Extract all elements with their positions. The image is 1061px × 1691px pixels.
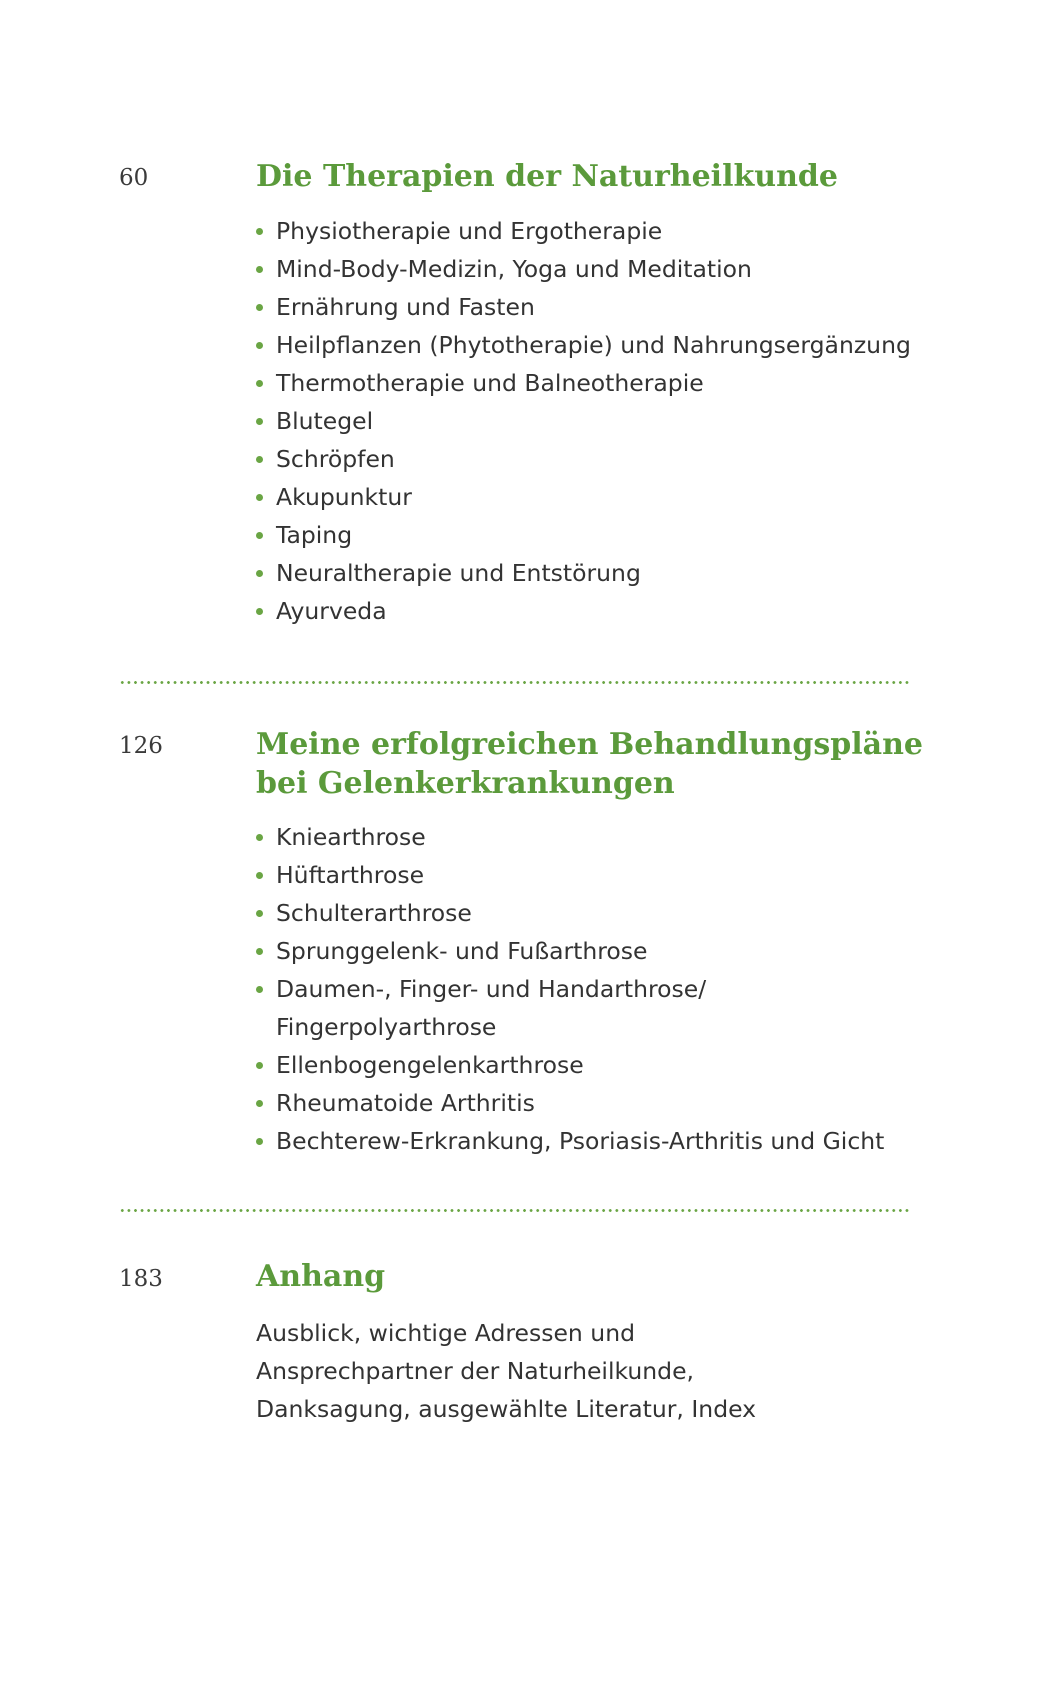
list-item-text: Ayurveda: [276, 597, 387, 625]
list-item-text: Ernährung und Fasten: [276, 293, 535, 321]
list-item-text: Kniearthrose: [276, 823, 426, 851]
page-number: 183: [119, 1266, 163, 1292]
list-item-text: Ellenbogengelenkarthrose: [276, 1051, 584, 1079]
description-line: Ausblick, wichtige Adressen und: [256, 1319, 636, 1347]
list-item: [256, 516, 911, 554]
list-item-text: Fingerpolyarthrose: [276, 1013, 497, 1041]
page-number: 126: [119, 733, 163, 759]
list-item-text: Neuraltherapie und Entstörung: [276, 559, 641, 587]
list-item-text: Daumen-, Finger- und Handarthrose/: [276, 975, 707, 1003]
list-item-text: Taping: [276, 521, 353, 549]
section-title-line: Meine erfolgreichen Behandlungspläne: [256, 727, 924, 762]
list-item: [256, 818, 884, 856]
list-item: [256, 894, 884, 932]
section-title-line: Anhang: [256, 1259, 386, 1294]
dotted-divider: [119, 1209, 910, 1212]
list-item: [256, 1122, 884, 1160]
list-item-text: Physiotherapie und Ergotherapie: [276, 217, 663, 245]
list-item: [256, 402, 911, 440]
list-item-text: Hüftarthrose: [276, 861, 425, 889]
list-item-text: Rheumatoide Arthritis: [276, 1089, 535, 1117]
description-line: Danksagung, ausgewählte Literatur, Index: [256, 1395, 757, 1423]
list-item: [256, 592, 911, 630]
list-item: [256, 250, 911, 288]
section-title: [256, 1257, 956, 1296]
list-item: [256, 1084, 884, 1122]
list-item-text: Schröpfen: [276, 445, 395, 473]
topic-list: [256, 212, 911, 630]
list-item: [256, 364, 911, 402]
section-title-line: Die Therapien der Naturheilkunde: [256, 159, 838, 194]
list-item: [256, 856, 884, 894]
list-item: [256, 440, 911, 478]
list-item-text: Heilpflanzen (Phytotherapie) und Nahrungsergänzung: [276, 331, 911, 359]
section-title: [256, 725, 956, 803]
list-item-text: Sprunggelenk- und Fußarthrose: [276, 937, 648, 965]
section-title: [256, 157, 956, 196]
section-title-line: bei Gelenkerkrankungen: [256, 766, 675, 801]
list-item: [256, 554, 911, 592]
description-line: Ansprechpartner der Naturheilkunde,: [256, 1357, 694, 1385]
topic-list: [256, 818, 884, 1160]
list-item-text: Thermotherapie und Balneotherapie: [276, 369, 704, 397]
list-item: [256, 288, 911, 326]
list-item: [256, 932, 884, 970]
list-item-text: Blutegel: [276, 407, 374, 435]
section-description: [256, 1314, 756, 1428]
list-item-text: Bechterew-Erkrankung, Psoriasis-Arthritis und Gicht: [276, 1127, 885, 1155]
list-item: [256, 1046, 884, 1084]
dotted-divider: [119, 681, 910, 684]
list-item-text: Mind-Body-Medizin, Yoga und Meditation: [276, 255, 752, 283]
list-item: [256, 326, 911, 364]
list-item: [256, 212, 911, 250]
list-item-text: Akupunktur: [276, 483, 412, 511]
list-item: [256, 478, 911, 516]
page-number: 60: [119, 165, 149, 191]
list-item-text: Schulterarthrose: [276, 899, 472, 927]
list-item: [256, 970, 884, 1046]
